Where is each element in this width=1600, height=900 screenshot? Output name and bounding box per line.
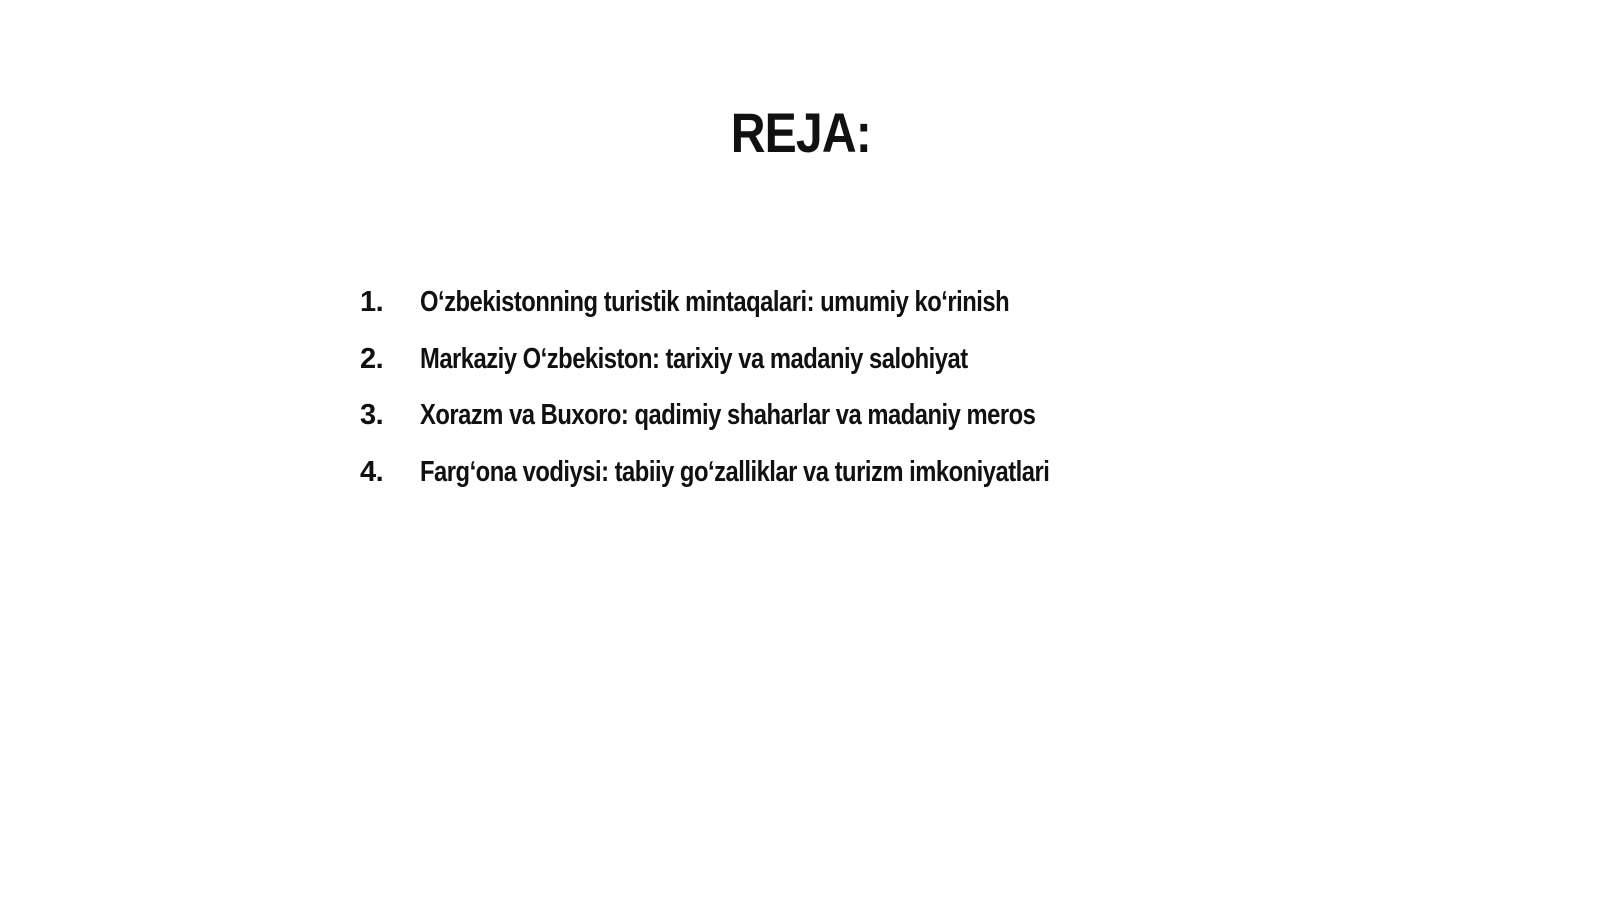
list-item-text: Oʻzbekistonning turistik mintaqalari: umumiy koʻrinish — [420, 286, 1010, 318]
list-item-number: 1. — [360, 286, 384, 318]
list-item-text: Markaziy Oʻzbekiston: tarixiy va madaniy salohiyat — [420, 342, 968, 375]
list-item-text: Fargʻona vodiysi: tabiiy goʻzalliklar va turizm imkoniyatlari — [420, 455, 1050, 488]
list-item-number: 4. — [360, 455, 384, 488]
list-item-number: 2. — [360, 342, 384, 375]
list-item — [360, 282, 1360, 339]
list-item-number: 3. — [360, 399, 384, 431]
list-item-text: Xorazm va Buxoro: qadimiy shaharlar va madaniy meros — [420, 399, 1036, 431]
list-item — [360, 395, 1360, 452]
slide-title: REJA: — [730, 101, 871, 164]
list-item — [360, 339, 1360, 396]
list-item — [360, 452, 1360, 509]
plan-list — [360, 282, 1360, 508]
